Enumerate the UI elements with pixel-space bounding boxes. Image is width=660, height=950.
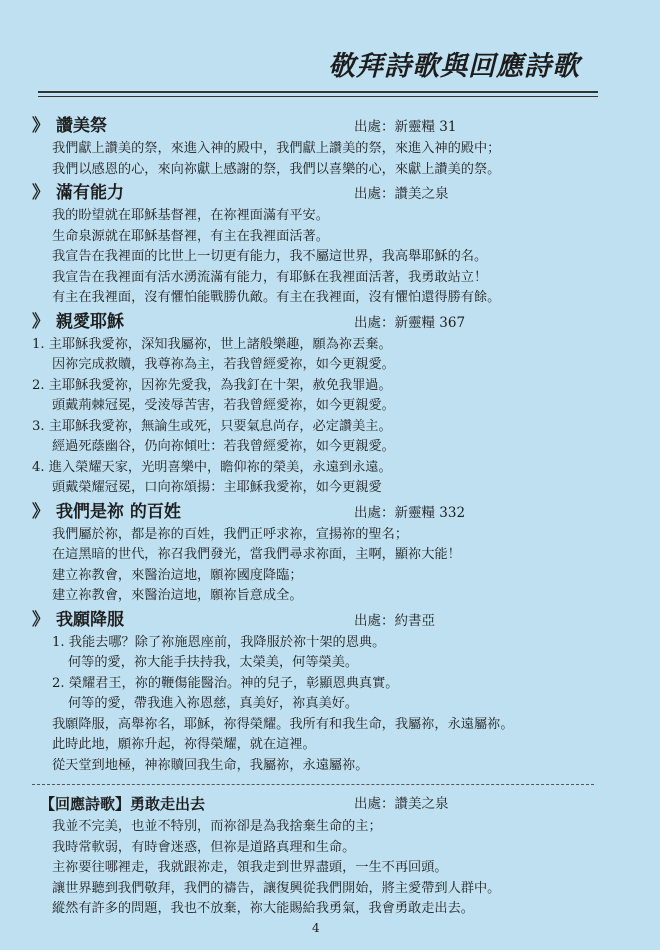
lyric-line: 讓世界聽到我們敬拜，我們的禱告，讓復興從我們開始，將主愛帶到人群中。 — [52, 880, 501, 896]
lyric-line: 我的盼望就在耶穌基督裡，在祢裡面滿有平安。 — [52, 208, 329, 223]
lyric-line: 我時常軟弱，有時會迷惑，但祢是道路真理和生命。 — [52, 839, 356, 855]
lyric-line: 因祢完成救贖，我尊祢為主，若我曾經愛祢，如今更親愛。 — [52, 357, 395, 372]
response-title: 【回應詩歌】勇敢走出去 — [40, 795, 206, 813]
song-title: 親愛耶穌 — [56, 311, 124, 332]
song-header — [32, 607, 602, 633]
page-title: 敬拜詩歌與回應詩歌 — [328, 51, 580, 82]
section-marker-icon: 》 — [32, 311, 49, 332]
lyric-line: 頭戴荊棘冠冕，受淩辱苦害，若我曾經愛祢，如今更親愛。 — [52, 398, 395, 413]
title-rule-thin — [38, 96, 598, 97]
lyric-line: 建立祢教會，來醫治這地，願祢旨意成全。 — [52, 588, 303, 603]
section-marker-icon: 》 — [32, 501, 49, 522]
song-title: 讚美祭 — [56, 116, 107, 136]
song-source: 出處：約書亞 — [354, 612, 435, 629]
song-title: 我們是祢 的百姓 — [56, 501, 181, 522]
lyric-line: 有主在我裡面，沒有懼怕能戰勝仇敵。有主在我裡面，沒有懼怕還得勝有餘。 — [52, 290, 501, 305]
lyric-line: 我宣告在我裡面的比世上一切更有能力，我不屬這世界，我高舉耶穌的名。 — [52, 249, 488, 264]
lyric-line: 頭戴榮耀冠冕，口向祢頌揚：主耶穌我愛祢，如今更親愛 — [52, 480, 382, 495]
response-source: 出處：讚美之泉 — [354, 796, 449, 812]
lyric-line: 1. 主耶穌我愛祢，深知我屬祢，世上諸般樂趣，願為祢丟棄。 — [32, 336, 392, 352]
song-header — [32, 309, 602, 335]
lyric-line: 經過死蔭幽谷，仍向祢傾吐：若我曾經愛祢，如今更親愛。 — [52, 439, 395, 454]
lyric-line: 生命泉源就在耶穌基督裡，有主在我裡面活著。 — [52, 228, 329, 244]
page-number: 4 — [312, 921, 320, 935]
lyric-line: 在這黑暗的世代，祢召我們發光，當我們尋求祢面，主啊，顯祢大能！ — [52, 547, 461, 562]
lyric-line: 我們獻上讚美的祭，來進入神的殿中，我們獻上讚美的祭，來進入神的殿中； — [52, 141, 501, 156]
lyric-line: 我願降服，高舉祢名，耶穌，祢得榮耀。我所有和我生命，我屬祢，永遠屬祢。 — [52, 716, 514, 732]
song-source: 出處：新靈糧 31 — [354, 119, 457, 135]
lyric-line: 2. 榮耀君王，祢的鞭傷能醫治。神的兒子，彰顯恩典真實。 — [52, 675, 399, 691]
lyric-line: 何等的愛，祢大能手扶持我，太榮美，何等榮美。 — [68, 655, 359, 670]
title-rule-thick — [38, 91, 598, 93]
lyric-line: 主祢要往哪裡走，我就跟祢走，領我走到世界盡頭，一生不再回頭。 — [52, 860, 448, 875]
lyric-line: 1. 我能去哪？除了祢施恩座前，我降服於祢十架的恩典。 — [52, 634, 386, 650]
lyric-line: 我們以感恩的心，來向祢獻上感謝的祭，我們以喜樂的心，來獻上讚美的祭。 — [52, 161, 501, 177]
song-header — [32, 499, 602, 525]
song-list — [32, 113, 602, 920]
song-title: 滿有能力 — [56, 183, 124, 203]
lyric-line: 此時此地，願祢升起，祢得榮耀，就在這裡。 — [52, 737, 316, 752]
response-header — [32, 791, 602, 817]
lyric-line: 4. 進入榮耀天家，光明喜樂中，瞻仰祢的榮美，永遠到永遠。 — [32, 459, 392, 475]
lyric-line: 建立祢教會，來醫治這地，願祢國度降臨； — [52, 567, 303, 583]
section-marker-icon: 》 — [32, 183, 49, 203]
section-marker-icon: 》 — [32, 609, 49, 630]
lyric-line: 2. 主耶穌我愛祢，因祢先愛我，為我釘在十架，赦免我罪過。 — [32, 377, 392, 393]
section-marker-icon: 》 — [32, 116, 49, 136]
song-title: 我願降服 — [56, 609, 124, 630]
lyric-line: 從天堂到地極，神祢贖回我生命，我屬祢，永遠屬祢。 — [52, 757, 369, 773]
song-header — [32, 180, 602, 206]
lyric-line: 我宣告在我裡面有活水湧流滿有能力，有耶穌在我裡面活著，我勇敢站立！ — [52, 269, 488, 285]
lyric-line: 我並不完美，也並不特別，而祢卻是為我捨棄生命的主； — [52, 819, 382, 834]
song-header — [32, 113, 602, 139]
lyric-line: 我們屬於祢，都是祢的百姓，我們正呼求祢，宣揚祢的聖名； — [52, 526, 409, 542]
section-divider — [32, 784, 594, 785]
song-source: 出處：新靈糧 332 — [354, 504, 466, 521]
lyric-line: 何等的愛，帶我進入祢恩慈，真美好，祢真美好。 — [68, 696, 359, 711]
song-source: 出處：讚美之泉 — [354, 186, 449, 202]
song-source: 出處：新靈糧 367 — [354, 314, 466, 331]
lyric-line: 縱然有許多的問題，我也不放棄，祢大能賜給我勇氣，我會勇敢走出去。 — [52, 901, 474, 916]
lyric-line: 3. 主耶穌我愛祢，無論生或死，只要氣息尚存，必定讚美主。 — [32, 418, 392, 434]
